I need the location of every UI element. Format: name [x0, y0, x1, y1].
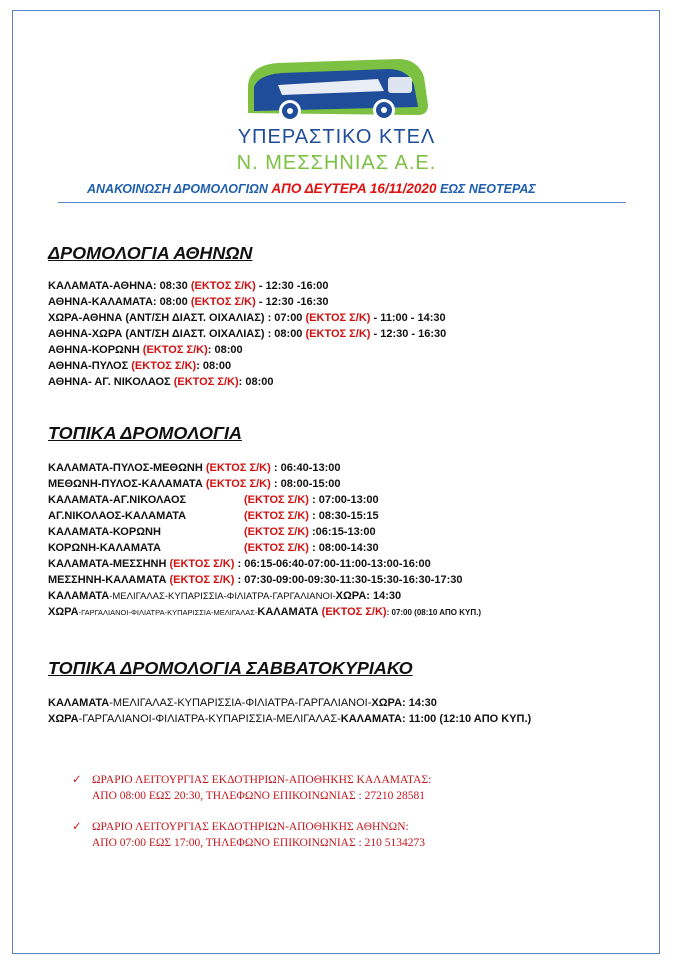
schedule-line: ΑΘΗΝΑ-ΚΟΡΩΝΗ (ΕΚΤΟΣ Σ/Κ): 08:00 [48, 344, 243, 356]
schedule-line: ΑΘΗΝΑ-ΠΥΛΟΣ (ΕΚΤΟΣ Σ/Κ): 08:00 [48, 360, 232, 372]
schedule-line: ΜΕΘΩΝΗ-ΠΥΛΟΣ-ΚΑΛΑΜΑΤΑ (ΕΚΤΟΣ Σ/Κ) : 08:00-15:00 [48, 478, 341, 490]
schedule-line: ΚΑΛΑΜΑΤΑ-ΚΟΡΩΝΗ (ΕΚΤΟΣ Σ/Κ) :06:15-13:00 [48, 526, 376, 538]
section-title-weekend: ΤΟΠΙΚΑ ΔΡΟΜΟΛΟΓΙΑ ΣΑΒΒΑΤΟΚΥΡΙΑΚΟ [48, 658, 413, 678]
schedule-line: ΑΘΗΝΑ-ΧΩΡΑ (ΑΝΤ/ΣΗ ΔΙΑΣΤ. ΟΙΧΑΛΙΑΣ) : 08:00 (ΕΚΤΟΣ Σ/Κ) - 12:30 - 16:30 [48, 328, 447, 340]
info-kalamata-phone: ΑΠΟ 08:00 ΕΩΣ 20:30, ΤΗΛΕΦΩΝΟ ΕΠΙΚΟΙΝΩΝΙΑΣ : 27210 28581 [92, 790, 425, 802]
check-icon: ✓ [72, 774, 82, 786]
section-title-athens: ΔΡΟΜΟΛΟΓΙΑ ΑΘΗΝΩΝ [48, 243, 253, 263]
schedule-line: ΚΑΛΑΜΑΤΑ-ΜΕΛΙΓΑΛΑΣ-ΚΥΠΑΡΙΣΣΙΑ-ΦΙΛΙΑΤΡΑ-ΓΑΡΓΑΛΙΑΝΟΙ-ΧΩΡΑ: 14:30 [48, 590, 402, 602]
brand-name: ΥΠΕΡΑΣΤΙΚΟ ΚΤΕΛ [237, 126, 436, 148]
info-athens-hours: ✓ ΩΡΑΡΙΟ ΛΕΙΤΟΥΡΓΙΑΣ ΕΚΔΟΤΗΡΙΩΝ-ΑΠΟΘΗΚΗΣ ΑΘΗΝΩΝ: [72, 821, 409, 833]
info-athens-phone: ΑΠΟ 07:00 ΕΩΣ 17:00, ΤΗΛΕΦΩΝΟ ΕΠΙΚΟΙΝΩΝΙΑΣ : 210 5134273 [92, 837, 425, 849]
section-title-local: ΤΟΠΙΚΑ ΔΡΟΜΟΛΟΓΙΑ [48, 423, 242, 443]
announce-date: ΑΠΟ ΔΕΥΤΕΡΑ 16/11/2020 [271, 181, 437, 196]
schedule-line: ΚΟΡΩΝΗ-ΚΑΛΑΜΑΤΑ (ΕΚΤΟΣ Σ/Κ) : 08:00-14:30 [48, 542, 379, 554]
schedule-line: ΚΑΛΑΜΑΤΑ-ΑΓ.ΝΙΚΟΛΑΟΣ (ΕΚΤΟΣ Σ/Κ) : 07:00-13:00 [48, 494, 379, 506]
header-divider [58, 202, 626, 203]
schedule-line: ΑΘΗΝΑ- ΑΓ. ΝΙΚΟΛΑΟΣ (ΕΚΤΟΣ Σ/Κ): 08:00 [48, 376, 274, 388]
schedule-line: ΚΑΛΑΜΑΤΑ-ΑΘΗΝΑ: 08:30 (ΕΚΤΟΣ Σ/Κ) - 12:30 -16:00 [48, 280, 329, 292]
schedule-line: ΚΑΛΑΜΑΤΑ-ΜΕΛΙΓΑΛΑΣ-ΚΥΠΑΡΙΣΣΙΑ-ΦΙΛΙΑΤΡΑ-ΓΑΡΓΑΛΙΑΝΟΙ-ΧΩΡΑ: 14:30 [48, 697, 437, 709]
schedule-line: ΑΓ.ΝΙΚΟΛΑΟΣ-ΚΑΛΑΜΑΤΑ (ΕΚΤΟΣ Σ/Κ) : 08:30-15:15 [48, 510, 379, 522]
brand-subtitle: Ν. ΜΕΣΣΗΝΙΑΣ Α.Ε. [236, 152, 437, 174]
check-icon: ✓ [72, 821, 82, 833]
schedule-line: ΧΩΡΑ-ΓΑΡΓΑΛΙΑΝΟΙ-ΦΙΛΙΑΤΡΑ-ΚΥΠΑΡΙΣΣΙΑ-ΜΕΛΙΓΑΛΑΣ-ΚΑΛΑΜΑΤΑ (ΕΚΤΟΣ Σ/Κ): 07:00 (08:10 ΑΠΟ ΚΥΠ.) [48, 606, 482, 618]
announce-prefix: ΑΝΑΚΟΙΝΩΣΗ ΔΡΟΜΟΛΟΓΙΩΝ [87, 182, 268, 196]
schedule-line: ΚΑΛΑΜΑΤΑ-ΠΥΛΟΣ-ΜΕΘΩΝΗ (ΕΚΤΟΣ Σ/Κ) : 06:40-13:00 [48, 462, 341, 474]
schedule-line: ΑΘΗΝΑ-ΚΑΛΑΜΑΤΑ: 08:00 (ΕΚΤΟΣ Σ/Κ) - 12:30 -16:30 [48, 296, 329, 308]
bus-logo-icon [238, 55, 430, 125]
info-kalamata-hours: ✓ ΩΡΑΡΙΟ ΛΕΙΤΟΥΡΓΙΑΣ ΕΚΔΟΤΗΡΙΩΝ-ΑΠΟΘΗΚΗΣ ΚΑΛΑΜΑΤΑΣ: [72, 774, 432, 786]
schedule-line: ΚΑΛΑΜΑΤΑ-ΜΕΣΣΗΝΗ (ΕΚΤΟΣ Σ/Κ) : 06:15-06:40-07:00-11:00-13:00-16:00 [48, 558, 431, 570]
schedule-line: ΜΕΣΣΗΝΗ-ΚΑΛΑΜΑΤΑ (ΕΚΤΟΣ Σ/Κ) : 07:30-09:00-09:30-11:30-15:30-16:30-17:30 [48, 574, 463, 586]
schedule-line: ΧΩΡΑ-ΓΑΡΓΑΛΙΑΝΟΙ-ΦΙΛΙΑΤΡΑ-ΚΥΠΑΡΙΣΣΙΑ-ΜΕΛΙΓΑΛΑΣ-ΚΑΛΑΜΑΤΑ: 11:00 (12:10 ΑΠΟ ΚΥΠ.) [48, 713, 532, 725]
announce-suffix: ΕΩΣ ΝΕΟΤΕΡΑΣ [439, 182, 536, 196]
announcement-line [87, 181, 536, 196]
schedule-line: ΧΩΡΑ-ΑΘΗΝΑ (ΑΝΤ/ΣΗ ΔΙΑΣΤ. ΟΙΧΑΛΙΑΣ) : 07:00 (ΕΚΤΟΣ Σ/Κ) - 11:00 - 14:30 [48, 312, 446, 324]
